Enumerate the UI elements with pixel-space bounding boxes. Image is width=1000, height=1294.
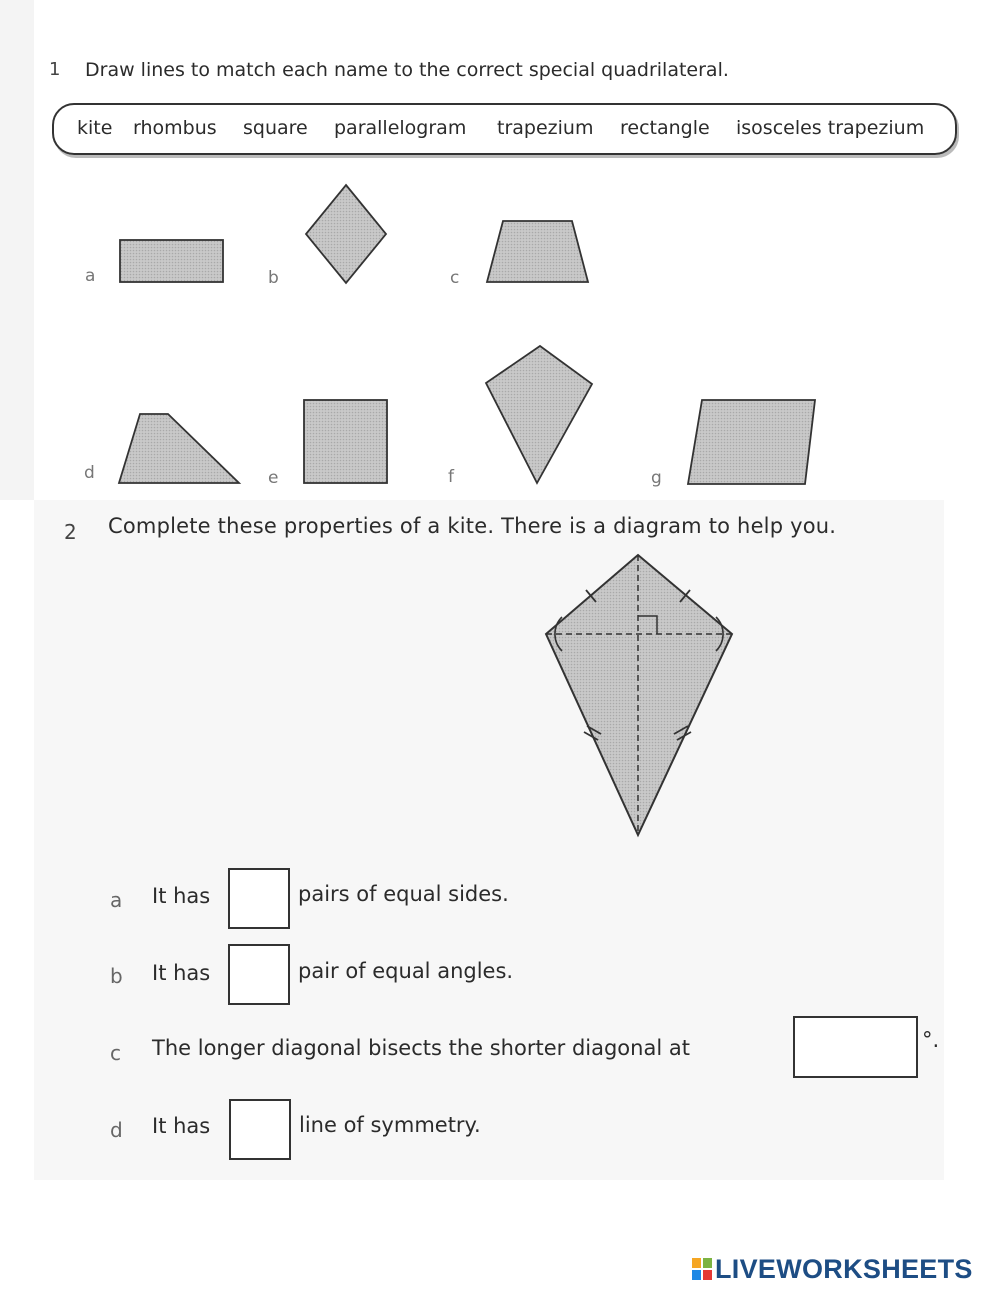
- liveworksheets-logo[interactable]: [692, 1252, 973, 1286]
- item-b-after: pair of equal angles.: [298, 959, 514, 983]
- word-trapezium[interactable]: trapezium: [497, 117, 594, 139]
- shape-f-kite[interactable]: [486, 346, 592, 483]
- item-b-before: It has: [152, 961, 211, 985]
- logo-grid-icon: [692, 1258, 712, 1280]
- label-d: d: [84, 463, 95, 483]
- question-2-instruction: Complete these properties of a kite. There is a diagram to help you.: [108, 514, 837, 538]
- answer-box-d[interactable]: [229, 1099, 291, 1160]
- word-parallelogram[interactable]: parallelogram: [334, 117, 467, 139]
- word-kite[interactable]: kite: [77, 117, 113, 139]
- word-square[interactable]: square: [243, 117, 308, 139]
- word-isosceles-trapezium[interactable]: isosceles trapezium: [736, 117, 925, 139]
- item-c-letter: c: [110, 1041, 121, 1065]
- question-1-instruction: Draw lines to match each name to the correct special quadrilateral.: [85, 59, 729, 81]
- item-d-letter: d: [110, 1118, 123, 1142]
- shape-b-rhombus[interactable]: [306, 185, 386, 283]
- label-c: c: [450, 268, 460, 288]
- item-b-letter: b: [110, 964, 123, 988]
- item-a-letter: a: [110, 888, 123, 912]
- answer-box-b[interactable]: [228, 944, 290, 1005]
- item-c-before: The longer diagonal bisects the shorter diagonal at: [152, 1036, 690, 1060]
- answer-box-c[interactable]: [793, 1016, 918, 1078]
- shape-g-parallelogram[interactable]: [688, 400, 815, 484]
- label-f: f: [448, 467, 454, 487]
- kite-diagram: [546, 555, 732, 835]
- label-a: a: [85, 266, 96, 286]
- shape-e-square[interactable]: [304, 400, 387, 483]
- item-d-before: It has: [152, 1114, 211, 1138]
- shape-c-isosceles-trapezium[interactable]: [487, 221, 588, 282]
- shape-d-trapezium[interactable]: [119, 414, 239, 483]
- question-2-number: 2: [64, 520, 77, 544]
- answer-box-a[interactable]: [228, 868, 290, 929]
- item-a-before: It has: [152, 884, 211, 908]
- word-rectangle[interactable]: rectangle: [620, 117, 710, 139]
- word-rhombus[interactable]: rhombus: [133, 117, 217, 139]
- item-d-after: line of symmetry.: [299, 1113, 481, 1137]
- label-e: e: [268, 468, 279, 488]
- item-a-after: pairs of equal sides.: [298, 882, 509, 906]
- item-c-after: °.: [922, 1028, 940, 1052]
- label-g: g: [651, 468, 662, 488]
- logo-text: LIVEWORKSHEETS: [715, 1253, 973, 1284]
- question-1-number: 1: [49, 59, 61, 80]
- label-b: b: [268, 268, 279, 288]
- shape-a-rectangle[interactable]: [120, 240, 223, 282]
